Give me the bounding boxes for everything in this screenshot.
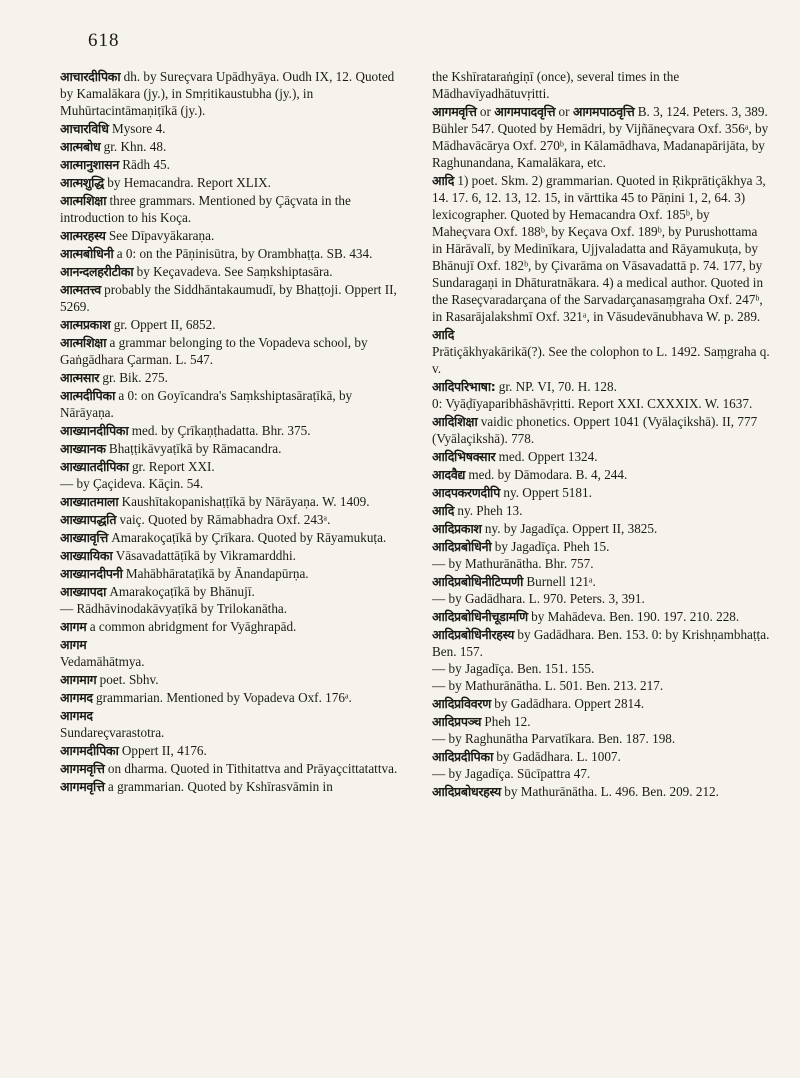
entry-text: or [555,104,573,119]
entry-headword: आगमद [60,708,93,723]
entry-subline: — by Jagadīça. Ben. 151. 155. [432,661,595,676]
dictionary-entry [60,245,398,262]
dictionary-entry [60,583,398,617]
entry-text: vaidic phonetics. Oppert 1041 (Vyālaçikshā). II, 777 (Vyālaçikshā). 778. [432,414,758,446]
entry-text: by Jagadīça. Pheh 15. [491,539,610,554]
entry-headword: आगमपादवृत्ति [494,104,556,119]
entry-text: the Kshīrataraṅgiṇī (once), several times in the Mādhavīyadhātuvṛitti. [432,69,680,101]
entry-text: gr. Bik. 275. [99,370,168,385]
dictionary-entry [432,608,770,625]
dictionary-entry [60,671,398,688]
entry-headword: आख्यापदा [60,584,107,599]
entry-headword: आनन्दलहरीटीका [60,264,134,279]
entry-text: ny. by Jagadīça. Oppert II, 3825. [481,521,658,536]
entry-headword: आदिभिषक्सार [432,449,496,464]
entry-headword: आदिशिक्षा [432,414,478,429]
entry-headword: आदि [432,503,455,518]
dictionary-entry [60,422,398,439]
entry-text: Rādh 45. [118,157,170,172]
entry-headword: आदवैद्य [432,467,466,482]
entry-headword: आदि [432,327,455,342]
dictionary-entry [60,778,398,795]
entry-text: Mahābhārataṭīkā by Ānandapūrṇa. [122,566,309,581]
dictionary-entry [60,618,398,635]
entry-text: 1) poet. Skm. 2) grammarian. Quoted in Ṛikprātiçākhya 3, 14. 17. 6, 12. 13, 12. 15, in vārttika 45 to Pāṇini 1, 2, 64. 3) lexicographer. Quoted by Hemacandra Oxf. 185ᵇ, by Maheçvara Oxf. 188ᵇ, by Keçava Oxf. 189ᵇ, by Purushottama in Hārāvalī, by Medinīkara, Ujjvaladatta and Rāyamukuṭa, by Bhānujī Oxf. 182ᵇ, by Çivarāma on Vāsavadattā p. 74. 177, by Sundaragaṇi in Dhāturatnākara. 4) a medical author. Quoted in the Raseçvaradarçana of the Sarvadarçanasaṃgraha Oxf. 247ᵇ, in Rasarājalakshmī Oxf. 321ᵃ, in Vāsudevānubhava W. p. 289. [432,173,766,324]
dictionary-entry [60,227,398,244]
dictionary-entry [432,538,770,572]
entry-subline: — by Mathurānātha. Bhr. 757. [432,556,594,571]
entry-headword: आगमाग [60,672,97,687]
left-column [60,68,398,796]
dictionary-entry [60,440,398,457]
entry-headword: आदिप्रबोधिनीचूडामणि [432,609,528,624]
entry-text: a 0: on Goyīcandra's Saṃkshiptasāraṭīkā, by Nārāyaṇa. [60,388,353,420]
entry-headword: आदिप्रकाश [432,521,482,536]
entry-text: a 0: on the Pāṇinisūtra, by Orambhaṭṭa. SB. 434. [113,246,373,261]
dictionary-entry [432,573,770,607]
dictionary-entry [60,636,398,670]
entry-text: med. by Dāmodara. B. 4, 244. [465,467,628,482]
entry-text: by Mahādeva. Ben. 190. 197. 210. 228. [527,609,740,624]
dictionary-entry [432,748,770,782]
entry-text: a grammarian. Quoted by Kshīrasvāmin in [104,779,333,794]
dictionary-entry [60,281,398,315]
entry-text: B. 3, 124. Peters. 3, 389. Bühler 547. Quoted by Hemādri, by Vijñāneçvara Oxf. 356ᵃ, by Mādhavācārya Oxf. 270ᵇ, in Kālamādhava, Madanapārijāta, by Raghunandana, Kamalākara, etc. [432,104,769,170]
dictionary-entry [60,174,398,191]
dictionary-entry [60,707,398,741]
dictionary-entry [60,511,398,528]
dictionary-entry [432,172,770,325]
entry-text: vaiç. Quoted by Rāmabhadra Oxf. 243ᵃ. [116,512,331,527]
entry-text: grammarian. Mentioned by Vopadeva Oxf. 176ᵃ. [92,690,352,705]
entry-subline: 0: Vyāḍīyaparibhāshāvṛitti. Report XXI. CXXXIX. W. 1637. [432,396,753,411]
entry-text: three grammars. Mentioned by Çāçvata in the introduction to his Koça. [60,193,351,225]
page-number: 618 [88,30,120,51]
entry-headword: आगमदीपिका [60,743,119,758]
entry-text: Oppert II, 4176. [118,743,207,758]
entry-text: med. Oppert 1324. [495,449,598,464]
entry-text: by Gadādhara. L. 1007. [493,749,621,764]
entry-text: gr. Report XXI. [128,459,215,474]
dictionary-entry [432,695,770,712]
dictionary-entry [60,316,398,333]
entry-headword: आदिप्रबोधिनी [432,539,492,554]
dictionary-entry [60,138,398,155]
entry-headword: आत्मशुद्धि [60,175,104,190]
entry-text: Amarakoçaṭīkā by Çrīkara. Quoted by Rāyamukuṭa. [107,530,387,545]
dictionary-entry [432,484,770,501]
entry-headword: आचारदीपिका [60,69,121,84]
entry-text: by Mathurānātha. L. 496. Ben. 209. 212. [501,784,719,799]
dictionary-entry [60,156,398,173]
entry-headword: आत्मानुशासन [60,157,119,172]
entry-text: Burnell 121ᵃ. [523,574,596,589]
dictionary-entry [432,466,770,483]
entry-headword: आख्यानदीपनी [60,566,123,581]
dictionary-entry [60,458,398,492]
entry-text: Amarakoçaṭīkā by Bhānujī. [106,584,255,599]
dictionary-entry [60,192,398,226]
entry-text: See Dīpavyākaraṇa. [105,228,215,243]
entry-headword: आगम [60,619,87,634]
entry-headword: आख्यानक [60,441,106,456]
entry-subline: — by Gadādhara. L. 970. Peters. 3, 391. [432,591,645,606]
entry-text: probably the Siddhāntakaumudī, by Bhaṭṭoji. Oppert II, 5269. [60,282,397,314]
entry-headword: आख्यातदीपिका [60,459,129,474]
entry-headword: आख्यापद्धति [60,512,117,527]
entry-headword: आख्यानदीपिका [60,423,129,438]
entry-text: Mysore 4. [108,121,166,136]
entry-subline: Vedamāhātmya. [60,654,145,669]
entry-headword: आचारविधि [60,121,109,136]
dictionary-entry [60,369,398,386]
dictionary-entry [60,547,398,564]
entry-headword: आदपकरणदीपि [432,485,501,500]
entry-headword: आत्मदीपिका [60,388,116,403]
dictionary-entry [60,387,398,421]
entry-text: gr. NP. VI, 70. H. 128. [495,379,617,394]
entry-headword: आगमद [60,690,93,705]
dictionary-entry [60,565,398,582]
entry-headword: आगमवृत्ति [60,761,105,776]
entry-headword: आख्यायिका [60,548,113,563]
entry-headword: आदिप्रपञ्च [432,714,482,729]
entry-headword: आदिपरिभाषा: [432,379,496,394]
dictionary-entry [60,529,398,546]
dictionary-entry [60,493,398,510]
entry-subline: — by Çaçideva. Kāçin. 54. [60,476,204,491]
entry-text: dh. by Sureçvara Upādhyāya. Oudh IX, 12. Quoted by Kamalākara (jy.), in Smṛitikaustubha (jy.), in Muhūrtacintāmaṇiṭīkā (jy.). [60,69,395,118]
entry-text: by Hemacandra. Report XLIX. [104,175,271,190]
entry-text: Pheh 12. [481,714,531,729]
dictionary-entry [60,263,398,280]
dictionary-entry [60,120,398,137]
entry-text: on dharma. Quoted in Tithitattva and Prāyaçcittatattva. [104,761,398,776]
entry-headword: आत्मशिक्षा [60,193,107,208]
dictionary-entry [60,334,398,368]
entry-headword: आगम [60,637,87,652]
dictionary-entry [432,68,770,102]
entry-headword: आत्मसार [60,370,100,385]
entry-text: a grammar belonging to the Vopadeva school, by Gaṅgādhara Çarman. L. 547. [60,335,368,367]
entry-text: or [476,104,495,119]
entry-headword: आत्मप्रकाश [60,317,111,332]
entry-text: gr. Khn. 48. [100,139,167,154]
entry-subline: — by Jagadīça. Sūcīpattra 47. [432,766,591,781]
entry-subline: — by Mathurānātha. L. 501. Ben. 213. 217. [432,678,664,693]
dictionary-entry [60,742,398,759]
dictionary-entry [60,760,398,777]
entry-headword: आगमपाठवृत्ति [572,104,635,119]
dictionary-entry [432,783,770,800]
dictionary-entry [432,378,770,412]
entry-text: Bhaṭṭikāvyaṭīkā by Rāmacandra. [105,441,282,456]
entry-headword: आगमवृत्ति [60,779,105,794]
entry-headword: आदिप्रदीपिका [432,749,494,764]
dictionary-entry [432,520,770,537]
entry-headword: आख्यावृत्ति [60,530,108,545]
dictionary-entry [432,502,770,519]
dictionary-entry [432,626,770,694]
entry-headword: आदिप्रबोधरहस्य [432,784,501,799]
entry-headword: आदिप्रबोधिनीटिप्पणी [432,574,524,589]
entry-text: by Keçavadeva. See Saṃkshiptasāra. [133,264,333,279]
entry-text: med. by Çrīkaṇṭhadatta. Bhr. 375. [128,423,311,438]
dictionary-entry [432,103,770,171]
entry-headword: आत्मबोध [60,139,101,154]
entry-text: Kaushītakopanishaṭṭīkā by Nārāyaṇa. W. 1409. [118,494,370,509]
entry-headword: आदिप्रबोधिनीरहस्य [432,627,515,642]
entry-text: by Gadādhara. Oppert 2814. [490,696,645,711]
entry-subline: Prātiçākhyakārikā(?). See the colophon to L. 1492. Saṃgraha q. v. [432,344,770,376]
entry-text: poet. Sbhv. [96,672,159,687]
dictionary-entry [432,413,770,447]
entry-headword: आत्मशिक्षा [60,335,107,350]
dictionary-entry [432,326,770,377]
entry-headword: आत्मबोधिनी [60,246,114,261]
dictionary-entry [60,68,398,119]
dictionary-entry [60,689,398,706]
entry-headword: आदिप्रविवरण [432,696,491,711]
entry-subline: — by Raghunātha Parvatīkara. Ben. 187. 198. [432,731,676,746]
right-column [432,68,770,801]
entry-text: Vāsavadattāṭīkā by Vikramarddhi. [112,548,296,563]
entry-subline: — Rādhāvinodakāvyaṭīkā by Trilokanātha. [60,601,288,616]
entry-text: a common abridgment for Vyāghrapād. [86,619,297,634]
entry-headword: आगमवृत्ति [432,104,477,119]
entry-headword: आख्यातमाला [60,494,119,509]
dictionary-entry [432,713,770,747]
entry-text: ny. Oppert 5181. [500,485,592,500]
entry-subline: Sundareçvarastotra. [60,725,165,740]
entry-headword: आत्मरहस्य [60,228,106,243]
entry-text: gr. Oppert II, 6852. [110,317,216,332]
entry-headword: आत्मतत्त्व [60,282,101,297]
dictionary-entry [432,448,770,465]
entry-text: ny. Pheh 13. [454,503,523,518]
entry-headword: आदि [432,173,455,188]
entry-text: by Gadādhara. Ben. 153. 0: by Krishṇambhaṭṭa. Ben. 157. [432,627,770,659]
